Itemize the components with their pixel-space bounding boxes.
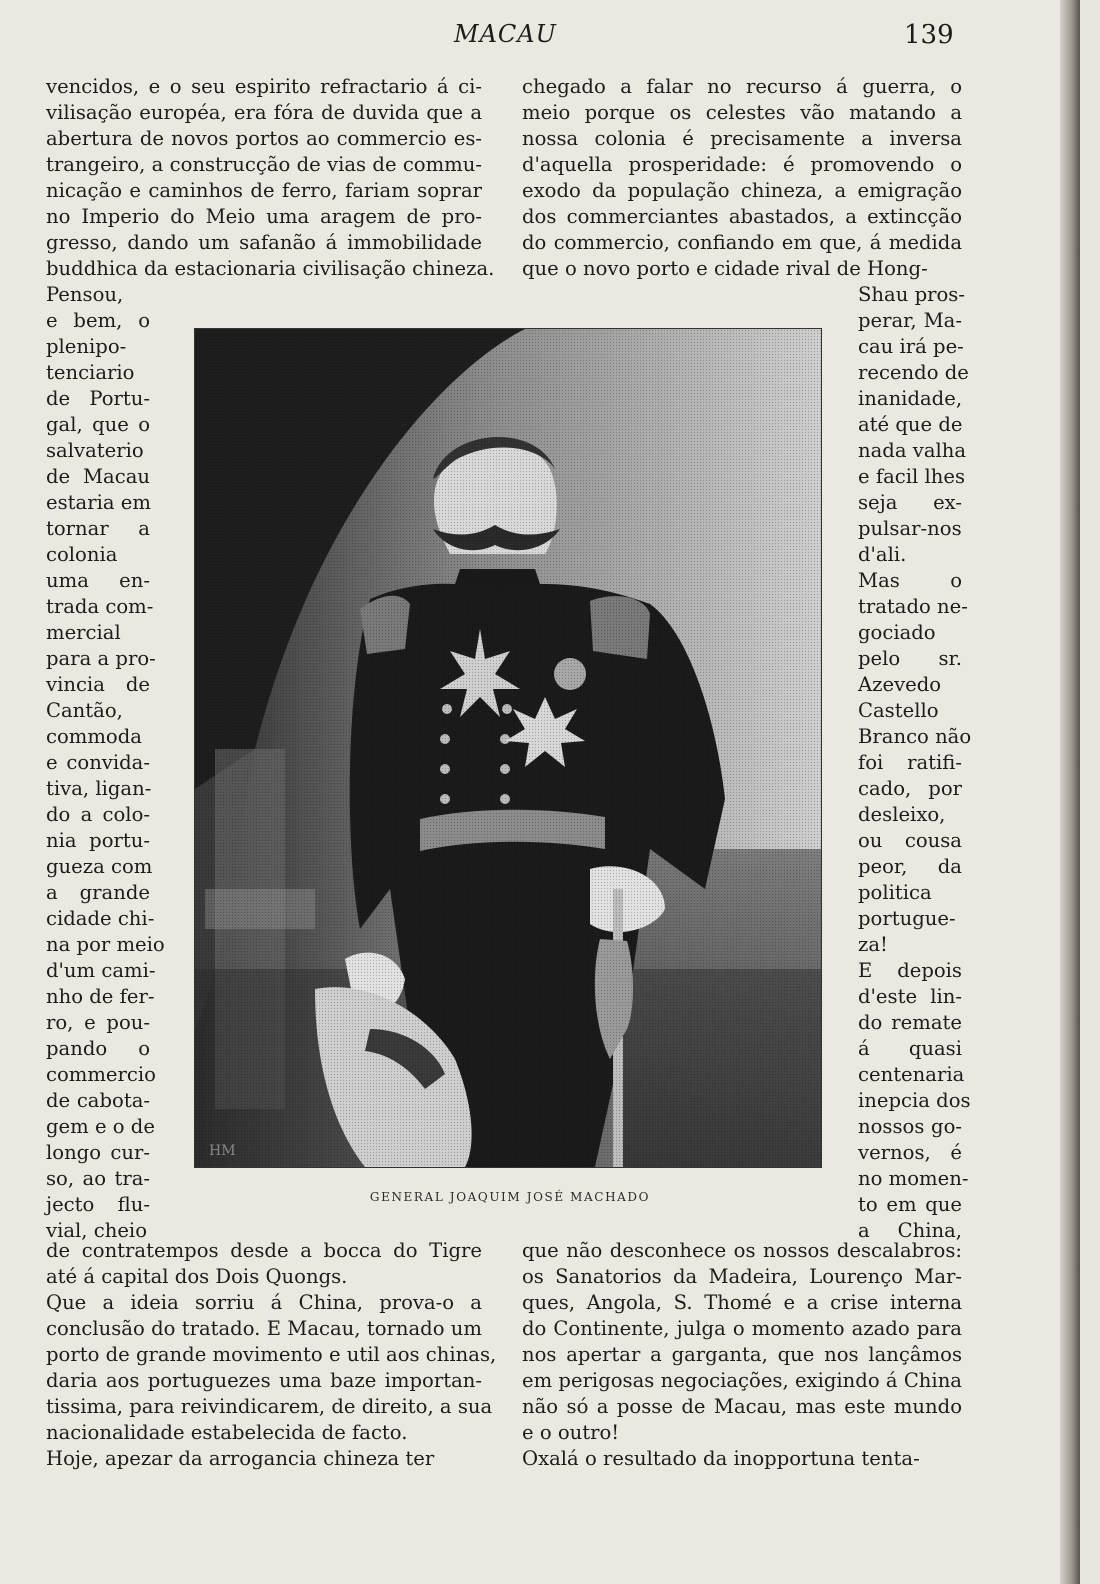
text-line: pulsar-nos: [858, 517, 962, 540]
text-line: do Continente, julga o momento azado para: [522, 1317, 962, 1340]
text-line: portugue-: [858, 907, 956, 930]
text-line: plenipo-: [46, 335, 127, 358]
text-line: e o outro!: [522, 1421, 620, 1444]
text-line: daria aos portuguezes uma baze importan-: [46, 1369, 482, 1392]
text-line: conclusão do tratado. E Macau, tornado um: [46, 1317, 482, 1340]
text-line: d'aquella prosperidade: é promovendo o: [522, 153, 962, 176]
text-line: meio porque os celestes vão matando a: [522, 101, 962, 124]
text-line: d'um cami-: [46, 959, 156, 982]
text-line: ou cousa: [858, 829, 962, 852]
text-line: E depois: [858, 959, 962, 982]
text-line: colonia: [46, 543, 118, 566]
text-line: a grande: [46, 881, 150, 904]
text-line: za!: [858, 933, 888, 956]
text-line: gociado: [858, 621, 936, 644]
text-line: e convida-: [46, 751, 150, 774]
text-line: uma en-: [46, 569, 150, 592]
text-line: nacionalidade estabelecida de facto.: [46, 1421, 408, 1444]
text-line: nicação e caminhos de ferro, fariam soprar: [46, 179, 482, 202]
text-line: vernos, é: [858, 1141, 962, 1164]
text-line: vencidos, e o seu espirito refractario á ci-: [46, 75, 482, 98]
text-line: nossos go-: [858, 1115, 962, 1138]
text-line: recendo de: [858, 361, 969, 384]
text-line: e bem, o: [46, 309, 150, 332]
text-line: nossa colonia é precisamente a inversa: [522, 127, 962, 150]
text-line: no Imperio do Meio uma aragem de pro-: [46, 205, 482, 228]
text-line: dos commerciantes abastados, a extincção: [522, 205, 962, 228]
text-line: do a colo-: [46, 803, 150, 826]
text-line: Castello: [858, 699, 939, 722]
figure-caption: GENERAL JOAQUIM JOSÉ MACHADO: [369, 1190, 651, 1204]
text-line: gal, que o: [46, 413, 150, 436]
text-line: tenciario: [46, 361, 135, 384]
text-line: Pensou,: [46, 283, 124, 306]
text-line: cado, por: [858, 777, 962, 800]
text-line: vial, cheio: [46, 1219, 147, 1242]
text-line: so, ao tra-: [46, 1167, 150, 1190]
text-line: na por meio: [46, 933, 165, 956]
text-line: gresso, dando um safanão á immobilidade: [46, 231, 482, 254]
text-line: Shau pros-: [858, 283, 965, 306]
text-line: seja ex-: [858, 491, 962, 514]
text-line: porto de grande movimento e util aos chinas,: [46, 1343, 497, 1366]
text-line: gem e o de: [46, 1115, 155, 1138]
text-line: abertura de novos portos ao commercio es-: [46, 127, 482, 150]
text-line: e facil lhes: [858, 465, 966, 488]
text-line: do remate: [858, 1011, 962, 1034]
text-line: até á capital dos Dois Quongs.: [46, 1265, 348, 1288]
text-line: centenaria: [858, 1063, 965, 1086]
text-line: nia portu-: [46, 829, 150, 852]
text-line: de contratempos desde a bocca do Tigre: [46, 1239, 482, 1262]
text-line: para a pro-: [46, 647, 156, 670]
text-line: não só a posse de Macau, mas este mundo: [522, 1395, 962, 1418]
text-line: em perigosas negociações, exigindo á China: [522, 1369, 962, 1392]
text-line: nos apertar a garganta, que nos lançâmos: [522, 1343, 962, 1366]
text-line: politica: [858, 881, 932, 904]
text-line: tornar a: [46, 517, 150, 540]
text-line: Que a ideia sorriu á China, prova-o a: [46, 1291, 482, 1314]
text-line: gueza com: [46, 855, 153, 878]
text-line: pelo sr.: [858, 647, 962, 670]
text-line: d'ali.: [858, 543, 907, 566]
text-line: inepcia dos: [858, 1089, 971, 1112]
text-line: que não desconhece os nossos descalabros:: [522, 1239, 962, 1262]
text-line: nada valha: [858, 439, 967, 462]
photographer-monogram: HM: [209, 1143, 236, 1159]
text-line: Azevedo: [858, 673, 942, 696]
text-line: vincia de: [46, 673, 150, 696]
text-line: ques, Angola, S. Thomé e a crise interna: [522, 1291, 962, 1314]
text-line: no momen-: [858, 1167, 969, 1190]
running-header-title: MACAU: [454, 20, 557, 48]
text-line: do commercio, confiando em que, á medida: [522, 231, 962, 254]
text-line: a China,: [858, 1219, 962, 1242]
text-line: de Portu-: [46, 387, 150, 410]
text-line: nho de fer-: [46, 985, 155, 1008]
text-line: perar, Ma-: [858, 309, 962, 332]
text-line: exodo da população chineza, a emigração: [522, 179, 962, 202]
portrait-photograph: [194, 328, 822, 1168]
text-line: os Sanatorios da Madeira, Lourenço Mar-: [522, 1265, 962, 1288]
text-line: Oxalá o resultado da inopportuna tenta-: [522, 1447, 920, 1470]
portrait-illustration: [195, 329, 821, 1167]
text-line: tratado ne-: [858, 595, 968, 618]
text-line: ro, e pou-: [46, 1011, 150, 1034]
book-spine-shadow: [1060, 0, 1080, 1584]
text-line: tiva, ligan-: [46, 777, 152, 800]
text-line: salvaterio: [46, 439, 144, 462]
text-line: Hoje, apezar da arrogancia chineza ter: [46, 1447, 435, 1470]
text-line: que o novo porto e cidade rival de Hong-: [522, 257, 928, 280]
text-line: trangeiro, a construcção de vias de commu-: [46, 153, 482, 176]
text-line: até que de: [858, 413, 963, 436]
text-line: pando o: [46, 1037, 150, 1060]
page-number: 139: [904, 20, 954, 50]
text-line: Branco não: [858, 725, 972, 748]
text-line: foi ratifi-: [858, 751, 962, 774]
text-line: commercio: [46, 1063, 156, 1086]
text-line: mercial: [46, 621, 121, 644]
text-line: inanidade,: [858, 387, 963, 410]
text-line: chegado a falar no recurso á guerra, o: [522, 75, 962, 98]
text-line: desleixo,: [858, 803, 946, 826]
text-line: commoda: [46, 725, 142, 748]
text-line: á quasi: [858, 1037, 962, 1060]
text-line: de cabota-: [46, 1089, 150, 1112]
text-line: cidade chi-: [46, 907, 155, 930]
text-line: longo cur-: [46, 1141, 150, 1164]
text-line: Cantão,: [46, 699, 123, 722]
text-line: estaria em: [46, 491, 151, 514]
text-line: trada com-: [46, 595, 154, 618]
text-line: to em que: [858, 1193, 962, 1216]
text-line: vilisação européa, era fóra de duvida que a: [46, 101, 482, 124]
text-line: de Macau: [46, 465, 150, 488]
text-line: cau irá pe-: [858, 335, 964, 358]
text-line: buddhica da estacionaria civilisação chineza.: [46, 257, 495, 280]
text-line: d'este lin-: [858, 985, 962, 1008]
text-line: peor, da: [858, 855, 962, 878]
text-line: Mas o: [858, 569, 962, 592]
text-line: jecto flu-: [46, 1193, 150, 1216]
text-line: tissima, para reivindicarem, de direito, a sua: [46, 1395, 493, 1418]
